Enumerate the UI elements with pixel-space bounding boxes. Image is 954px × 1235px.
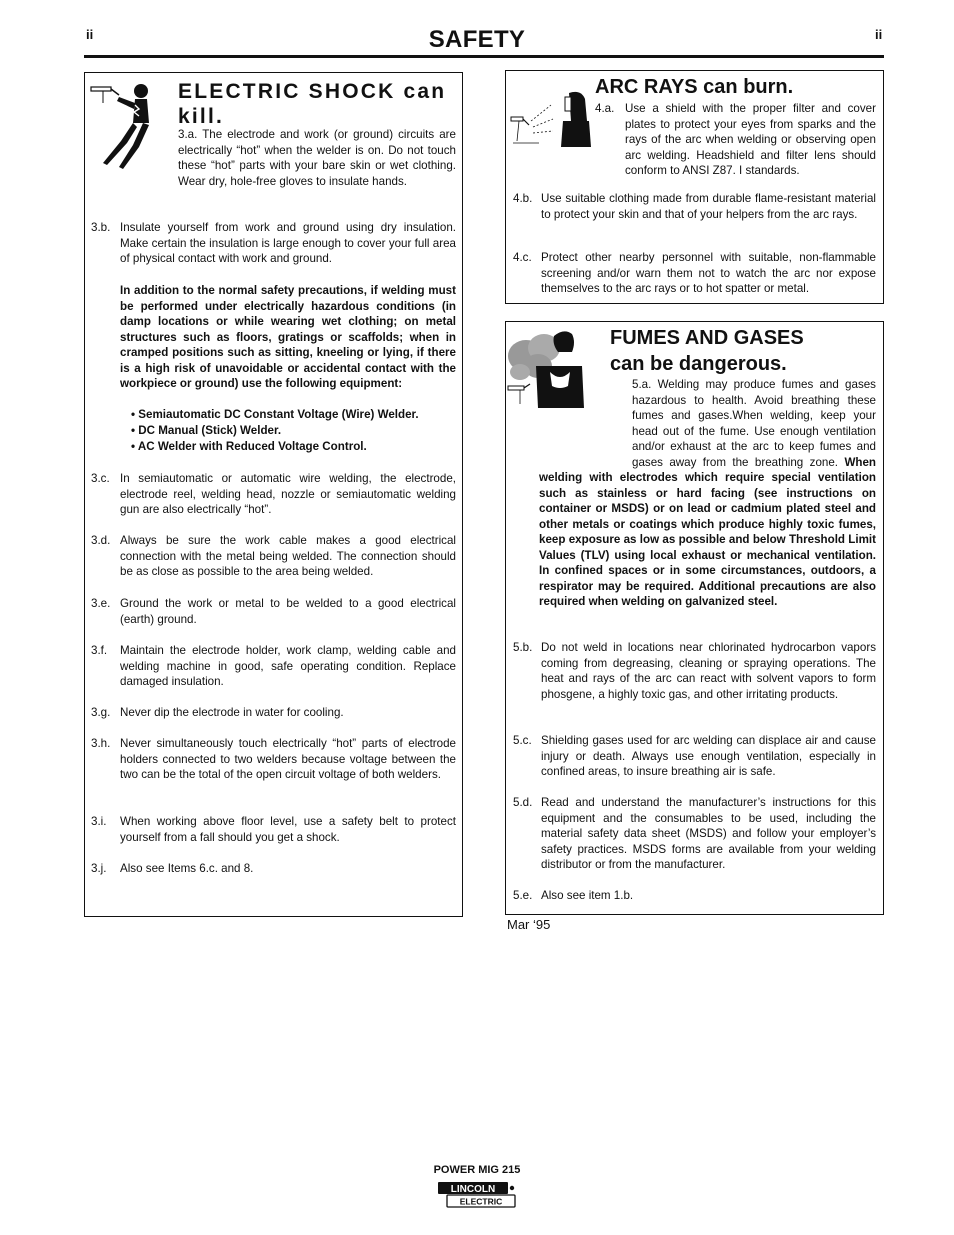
item-5b <box>513 640 876 702</box>
item-number: 4.a. <box>595 102 615 115</box>
item-number: 4.b. <box>513 192 533 205</box>
page-number-left: ii <box>86 27 94 42</box>
fumes-gases-section <box>505 321 884 915</box>
item-3f <box>91 643 456 690</box>
fumes-heading-line2: can be dangerous. <box>610 353 787 375</box>
item-number: 5.e. <box>513 889 533 902</box>
item-text: Do not weld in locations near chlorinated hydrocarbon vapors coming from degreasing, cleaning or spraying operations. The heat and rays of the arc can react with solvent vapors to form phosgene, a highly toxic gas, and other irritating products. <box>541 641 876 701</box>
item-text: The electrode and work (or ground) circuits are electrically “hot” when the welder is on. Do not touch these “hot” parts with your bare skin or wet clothing. Wear dry, hole-free gloves to insulate hands. <box>178 128 456 188</box>
item-number: 4.c. <box>513 251 532 264</box>
equipment-bullets <box>131 407 456 455</box>
electric-shock-icon <box>89 79 167 171</box>
page-number-right: ii <box>875 27 883 42</box>
arc-rays-section <box>505 70 884 304</box>
item-text: When working above floor level, use a safety belt to protect yourself from a fall should you get a shock. <box>120 815 456 844</box>
item-number: 3.d. <box>91 534 111 547</box>
svg-text:LINCOLN: LINCOLN <box>450 1184 496 1195</box>
item-text: Ground the work or metal to be welded to a good electrical (earth) ground. <box>120 597 456 626</box>
item-number: 3.e. <box>91 597 111 610</box>
item-number: 5.a. <box>632 378 652 391</box>
item-4c <box>513 250 876 297</box>
item-text: Use a shield with the proper filter and cover plates to protect your eyes from sparks and the rays of the arc when welding or observing open arc welding. Headshield and filter lens should conform to ANSI Z87. I standards. <box>625 102 876 177</box>
bullet-item: • AC Welder with Reduced Voltage Control. <box>131 440 367 453</box>
revision-date: Mar ‘95 <box>507 917 551 932</box>
bullet-item: • Semiautomatic DC Constant Voltage (Wire) Welder. <box>131 408 419 421</box>
fumes-heading-line1: FUMES AND GASES <box>610 327 804 349</box>
item-3j <box>91 861 456 877</box>
item-number: 3.h. <box>91 737 111 750</box>
item-4a <box>595 101 876 179</box>
lincoln-electric-logo <box>437 1181 517 1209</box>
item-text: Protect other nearby personnel with suitable, non-flammable screening and/or warn them not to watch the arc nor expose themselves to the arc rays or to hot spatter or metal. <box>541 251 876 295</box>
svg-text:ELECTRIC: ELECTRIC <box>459 1196 503 1207</box>
item-4b <box>513 191 876 222</box>
item-text: Maintain the electrode holder, work clamp, welding cable and welding machine in good, safe operating condition. Replace damaged insulation. <box>120 644 456 688</box>
item-number: 3.c. <box>91 472 110 485</box>
item-text-bold: When welding with electrodes which require special ventilation such as stainless or hard facing (see instructions on container or MSDS) or on lead or cadmium plated steel and other metals or coatings which produce highly toxic fumes, keep exposure as low as possible and below Threshold Limit Values (TLV) using local exhaust or mechanical ventilation. In confined spaces or in some circumstances, outdoors, a respirator may be required. Additional precautions are also required when welding on galvanized steel. <box>539 455 876 608</box>
item-number: 3.f. <box>91 644 108 657</box>
item-number: 5.c. <box>513 734 532 747</box>
item-3a <box>178 127 456 189</box>
bullet-item: • DC Manual (Stick) Welder. <box>131 424 282 437</box>
item-number: 5.d. <box>513 796 533 809</box>
item-text: Always be sure the work cable makes a good electrical connection with the metal being welded. The connection should be as close as possible to the area being welded. <box>120 534 456 578</box>
product-name: POWER MIG 215 <box>433 1164 521 1176</box>
item-number: 3.a. <box>178 128 198 141</box>
item-3e <box>91 596 456 627</box>
item-5a <box>539 377 876 610</box>
item-text: Shielding gases used for arc welding can displace air and cause injury or death. Always use enough ventilation, especially in confined areas, to insure breathing air is safe. <box>541 734 876 778</box>
item-text: In semiautomatic or automatic wire welding, the electrode, electrode reel, welding head, nozzle or semiautomatic welding gun are also electrically “hot”. <box>120 472 456 516</box>
item-number: 3.i. <box>91 815 107 828</box>
item-number: 5.b. <box>513 641 533 654</box>
item-text: Use suitable clothing made from durable flame-resistant material to protect your skin and that of your helpers from the arc rays. <box>541 192 876 221</box>
fumes-heading <box>610 325 804 377</box>
arc-rays-heading: ARC RAYS can burn. <box>595 76 794 98</box>
item-text: Also see Items 6.c. and 8. <box>120 862 254 875</box>
header-rule <box>84 55 884 58</box>
item-text: Read and understand the manufacturer’s instructions for this equipment and the consumables to be used, including the material safety data sheet (MSDS) and follow your employer’s safety practices. MSDS forms are available from your welding distributor or from the manufacturer. <box>541 796 876 871</box>
item-number: 3.b. <box>91 221 111 234</box>
item-text: Never simultaneously touch electrically “hot” parts of electrode holders connected to two welders because voltage between the two can be the total of the open circuit voltage of both welders. <box>120 737 456 781</box>
item-3h <box>91 736 456 783</box>
item-text: Welding may produce fumes and gases hazardous to health. Avoid breathing these fumes and gases.When welding, keep your head out of the fume. Use enough ventilation and/or exhaust at the arc to keep fumes and gases away from the breathing zone. <box>632 378 876 469</box>
item-5e <box>513 888 876 904</box>
item-3d <box>91 533 456 580</box>
electric-shock-heading: ELECTRIC SHOCK can kill. <box>178 80 447 128</box>
item-text: Never dip the electrode in water for cooling. <box>120 706 344 719</box>
item-text: Insulate yourself from work and ground using dry insulation. Make certain the insulation is large enough to cover your full area of physical contact with work and ground. <box>120 221 456 265</box>
page-title: SAFETY <box>428 26 526 53</box>
hazard-precaution-note <box>120 283 456 392</box>
item-text: Also see item 1.b. <box>541 889 634 902</box>
electric-shock-section <box>84 72 463 917</box>
item-3i <box>91 814 456 845</box>
welder-helmet-icon <box>509 91 594 151</box>
item-5c <box>513 733 876 780</box>
item-3b <box>91 220 456 267</box>
item-number: 3.j. <box>91 862 107 875</box>
item-number: 3.g. <box>91 706 111 719</box>
item-5d <box>513 795 876 873</box>
item-3c <box>91 471 456 518</box>
item-3g <box>91 705 456 721</box>
item-text: In addition to the normal safety precautions, if welding must be performed under electrically hazardous conditions (in damp locations or while wearing wet clothing; on metal structures such as floors, gratings or scaffolds; when in cramped positions such as sitting, kneeling or lying, if there is a high risk of unavoidable or accidental contact with the workpiece or ground) use the following equipment: <box>120 284 456 390</box>
